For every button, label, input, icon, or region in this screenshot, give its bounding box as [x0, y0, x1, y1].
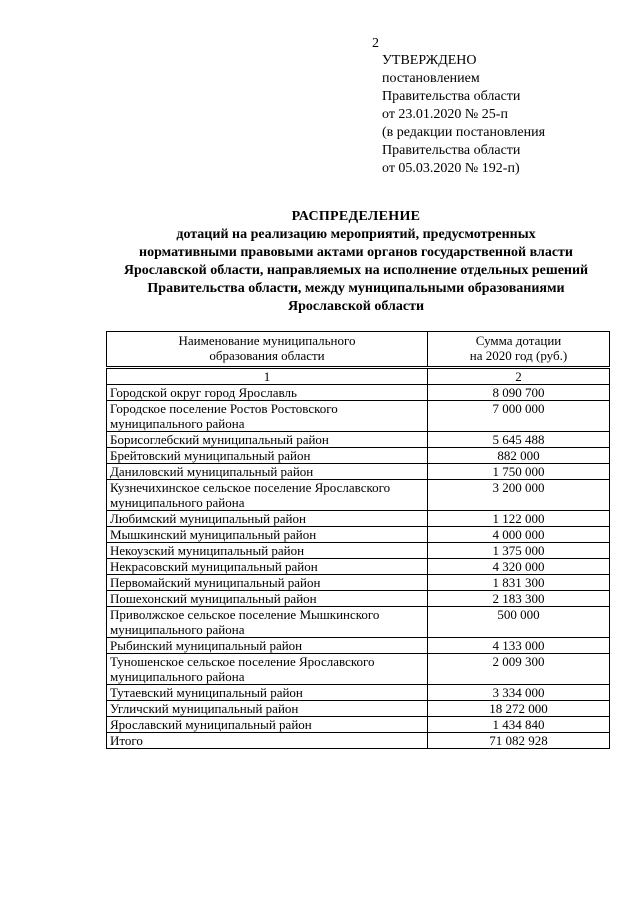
approval-line: Правительства области [382, 143, 521, 158]
amount-cell: 1 831 300 [428, 575, 610, 591]
table-row [107, 591, 610, 607]
municipality-name-cell: Кузнечихинское сельское поселение Ярославского муниципального района [107, 480, 428, 511]
table-row [107, 559, 610, 575]
amount-cell: 4 000 000 [428, 527, 610, 543]
approval-stamp [382, 52, 545, 178]
amount-cell: 3 334 000 [428, 685, 610, 701]
header-amount [428, 332, 610, 368]
amount-cell: 7 000 000 [428, 401, 610, 432]
table-row [107, 464, 610, 480]
municipality-name-cell: Некоузский муниципальный район [107, 543, 428, 559]
amount-cell: 4 133 000 [428, 638, 610, 654]
table-row [107, 575, 610, 591]
title-line: Правительства области, между муниципальными образованиями [147, 281, 565, 296]
distribution-table [106, 331, 610, 749]
column-index-cell: 2 [428, 368, 610, 385]
municipality-name-cell: Городской округ город Ярославль [107, 385, 428, 401]
approval-line: от 23.01.2020 № 25-п [382, 107, 508, 122]
municipality-name-cell: Итого [107, 733, 428, 749]
amount-cell: 8 090 700 [428, 385, 610, 401]
approval-line: (в редакции постановления [382, 125, 546, 140]
column-index-cell: 1 [107, 368, 428, 385]
amount-cell: 1 122 000 [428, 511, 610, 527]
municipality-name-cell: Мышкинский муниципальный район [107, 527, 428, 543]
municipality-name-cell: Приволжское сельское поселение Мышкинского муниципального района [107, 607, 428, 638]
table-row [107, 685, 610, 701]
table-header-row [107, 332, 610, 368]
amount-cell: 71 082 928 [428, 733, 610, 749]
document-title [60, 208, 640, 316]
municipality-name-cell: Пошехонский муниципальный район [107, 591, 428, 607]
municipality-name-cell: Борисоглебский муниципальный район [107, 432, 428, 448]
amount-cell: 882 000 [428, 448, 610, 464]
approval-line: постановлением [382, 71, 480, 86]
header-municipality-line: образования области [209, 348, 325, 363]
header-amount-line: Сумма дотации [475, 333, 562, 348]
approval-line: от 05.03.2020 № 192-п) [382, 161, 520, 176]
amount-cell: 1 375 000 [428, 543, 610, 559]
table-row [107, 654, 610, 685]
municipality-name-cell: Ярославский муниципальный район [107, 717, 428, 733]
municipality-name-cell: Даниловский муниципальный район [107, 464, 428, 480]
municipality-name-cell: Рыбинский муниципальный район [107, 638, 428, 654]
amount-cell: 4 320 000 [428, 559, 610, 575]
municipality-name-cell: Любимский муниципальный район [107, 511, 428, 527]
table-row [107, 448, 610, 464]
header-municipality-line: Наименование муниципального [178, 333, 356, 348]
amount-cell: 5 645 488 [428, 432, 610, 448]
table-row [107, 527, 610, 543]
amount-cell: 1 750 000 [428, 464, 610, 480]
header-municipality [107, 332, 428, 368]
table-row [107, 701, 610, 717]
table-row [107, 543, 610, 559]
table-row [107, 432, 610, 448]
amount-cell: 18 272 000 [428, 701, 610, 717]
approval-line: Правительства области [382, 89, 521, 104]
title-line: Ярославской области, направляемых на исполнение отдельных решений [123, 263, 589, 278]
municipality-name-cell: Тутаевский муниципальный район [107, 685, 428, 701]
municipality-name-cell: Некрасовский муниципальный район [107, 559, 428, 575]
table-row [107, 638, 610, 654]
column-index-row [107, 368, 610, 385]
municipality-name-cell: Первомайский муниципальный район [107, 575, 428, 591]
amount-cell: 3 200 000 [428, 480, 610, 511]
amount-cell: 2 183 300 [428, 591, 610, 607]
total-row [107, 733, 610, 749]
amount-cell: 1 434 840 [428, 717, 610, 733]
municipality-name-cell: Туношенское сельское поселение Ярославского муниципального района [107, 654, 428, 685]
title-line: Ярославской области [287, 299, 425, 314]
table-row [107, 511, 610, 527]
amount-cell: 2 009 300 [428, 654, 610, 685]
title-line: нормативными правовыми актами органов государственной власти [139, 245, 573, 260]
municipality-name-cell: Брейтовский муниципальный район [107, 448, 428, 464]
amount-cell: 500 000 [428, 607, 610, 638]
table-row [107, 607, 610, 638]
table-row [107, 401, 610, 432]
municipality-name-cell: Угличский муниципальный район [107, 701, 428, 717]
title-heading: РАСПРЕДЕЛЕНИЕ [291, 209, 421, 224]
municipality-name-cell: Городское поселение Ростов Ростовского муниципального района [107, 401, 428, 432]
page-number: 2 [372, 36, 379, 51]
title-line: дотаций на реализацию мероприятий, предусмотренных [176, 227, 536, 242]
table-row [107, 385, 610, 401]
approval-line: УТВЕРЖДЕНО [382, 53, 477, 68]
header-amount-line: на 2020 год (руб.) [469, 348, 568, 363]
table-row [107, 480, 610, 511]
table-row [107, 717, 610, 733]
